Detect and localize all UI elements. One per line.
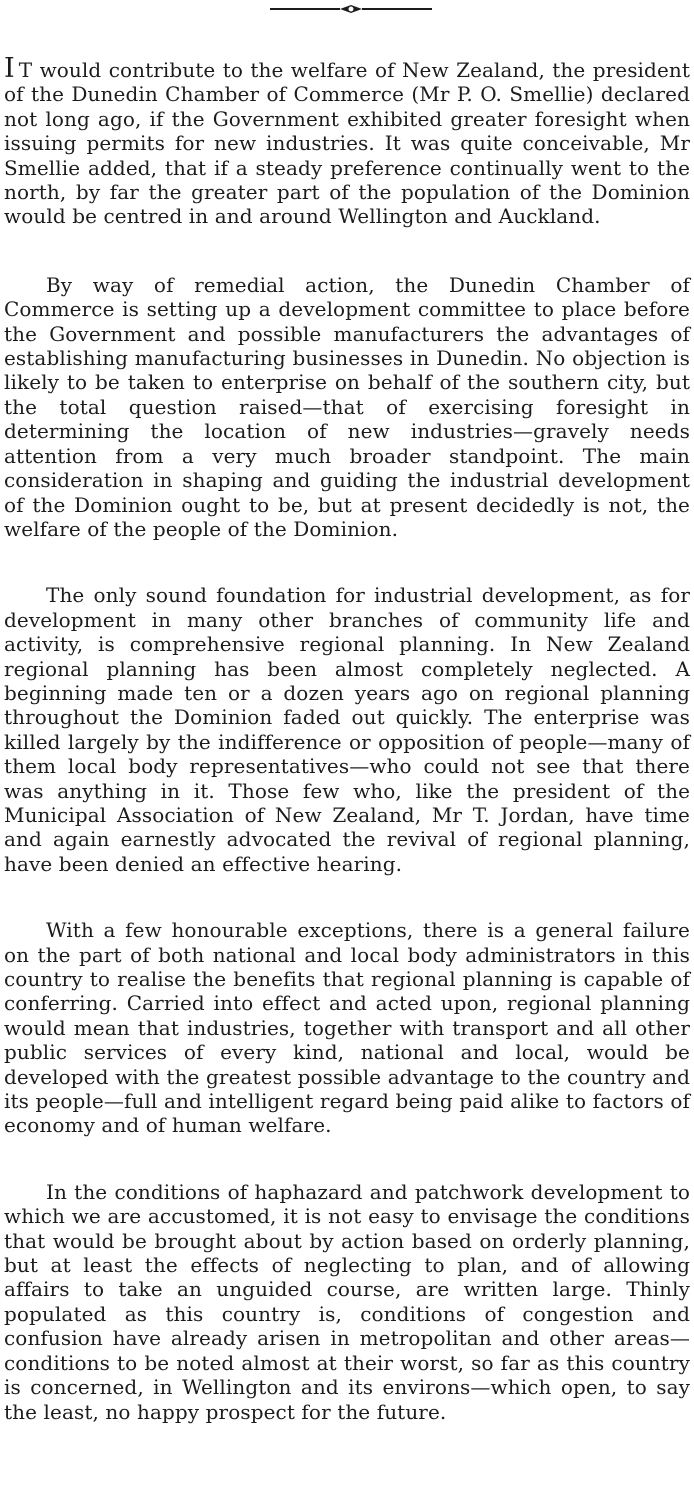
paragraph-honourable-exceptions: With a few honourable exceptions, there is a general failure on the part of both national and local body administrators in this country to realise the benefits that regional planning is capable of conferring. Carried into effect and acted upon, regional planning would mean that industries, together with transport and all other public services of every kind, national and local, would be developed with the greatest possible advantage to the country and its people—full and intelligent regard being paid alike to factors of economy and of human welfare. <box>4 918 690 1138</box>
paragraph-haphazard-development: In the conditions of haphazard and patchwork development to which we are accustomed, it is not easy to envisage the conditions that would be brought about by action based on orderly planning, but at least the effects of neglecting to plan, and of allowing affairs to take an unguided course, are written large. Thinly populated as this country is, conditions of congestion and confusion have already arisen in metropolitan and other areas—conditions to be noted almost at their worst, so far as this country is concerned, in Wellington and its environs—which open, to say the least, no happy prospect for the future. <box>4 1179 690 1424</box>
editorial-article <box>4 53 691 1424</box>
lead-paragraph <box>4 53 691 229</box>
paragraph-regional-planning: The only sound foundation for industrial development, as for development in many other branches of community life and activity, is comprehensive regional planning. In New Zealand regional planning has been almost completely neglected. A beginning made ten or a dozen years ago on regional planning throughout the Dominion faded out quickly. The enterprise was killed largely by the indifference or opposition of people—many of them local body representatives—who could not see that there was anything in it. Those few who, like the president of the Municipal Association of New Zealand, Mr T. Jordan, have time and again earnestly advocated the revival of regional planning, have been denied an effective hearing. <box>4 583 690 876</box>
divider-ornament-icon <box>270 2 432 16</box>
drop-cap: I <box>4 53 15 84</box>
lead-opening: T would <box>18 58 102 82</box>
lead-text: contribute to the welfare of New Zealand, the president of the Dunedin Chamber of Commerce (Mr P. O. Smellie) declared not long ago, if the Government exhibited greater foresight when issuing permits for new industries. It was quite conceivable, Mr Smellie added, that if a steady preference continually went to the north, by far the greater part of the population of the Dominion would be centred in and around Wellington and Auckland. <box>4 58 691 229</box>
paragraph-remedial-action: By way of remedial action, the Dunedin Chamber of Commerce is setting up a development committee to place before the Government and possible manufacturers the advantages of establishing manufacturing businesses in Dunedin. No objection is likely to be taken to enterprise on behalf of the southern city, but the total question raised—that of exercising foresight in determining the location of new industries—gravely needs attention from a very much broader standpoint. The main consideration in shaping and guiding the industrial development of the Dominion ought to be, but at present decidedly is not, the welfare of the people of the Dominion. <box>4 272 690 541</box>
